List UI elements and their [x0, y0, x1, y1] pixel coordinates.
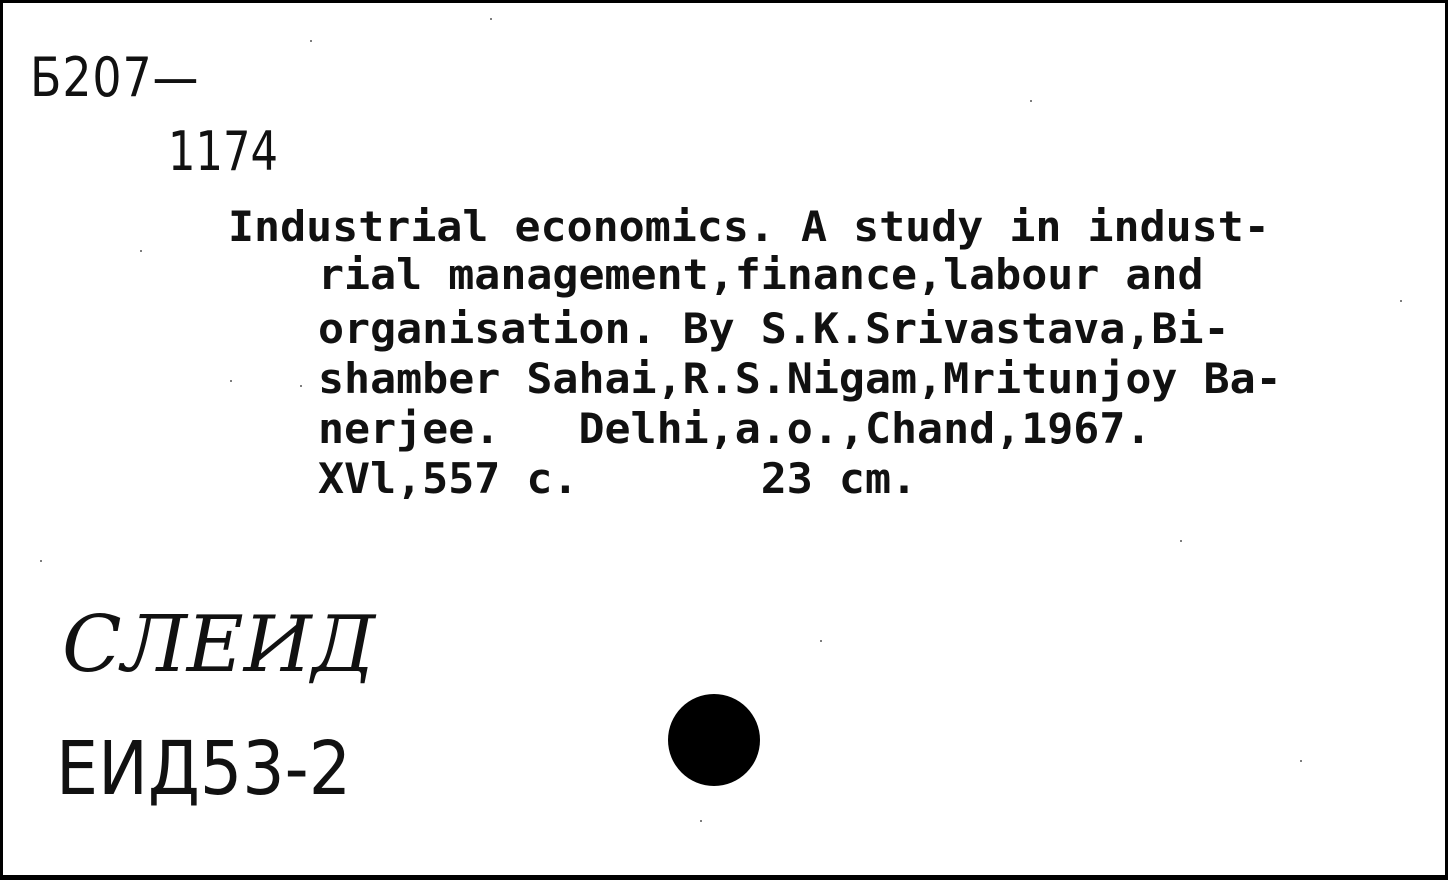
paper-speck — [1300, 760, 1302, 762]
paper-speck — [140, 250, 142, 252]
card-border-top — [0, 0, 1448, 3]
shelf-mark-line-2: 1174 — [168, 120, 278, 183]
card-border-left — [0, 0, 3, 880]
paper-speck — [1030, 100, 1032, 102]
paper-speck — [40, 560, 42, 562]
paper-speck — [490, 18, 492, 20]
punch-hole — [668, 694, 760, 786]
paper-speck — [310, 40, 312, 42]
paper-speck — [700, 820, 702, 822]
card-border-bottom — [0, 875, 1448, 880]
entry-line-1: Industrial economics. A study in indust- — [228, 202, 1270, 251]
entry-line-6: XVl,557 c. 23 cm. — [318, 454, 918, 503]
paper-speck — [230, 380, 232, 382]
paper-speck — [1400, 300, 1402, 302]
paper-speck — [300, 385, 302, 387]
entry-line-3: organisation. By S.K.Srivastava,Bi- — [318, 304, 1230, 353]
entry-line-2: rial management,finance,labour and — [318, 250, 1204, 299]
entry-line-5: nerjee. Delhi,a.o.,Chand,1967. — [318, 404, 1152, 453]
handwritten-note-1: СЛЕИД — [62, 600, 376, 690]
paper-speck — [820, 640, 822, 642]
entry-line-4: shamber Sahai,R.S.Nigam,Mritunjoy Ba- — [318, 354, 1282, 403]
handwritten-note-2: ЕИД53-2 — [56, 726, 352, 812]
paper-speck — [1180, 540, 1182, 542]
shelf-mark-line-1: Б207— — [30, 46, 200, 109]
